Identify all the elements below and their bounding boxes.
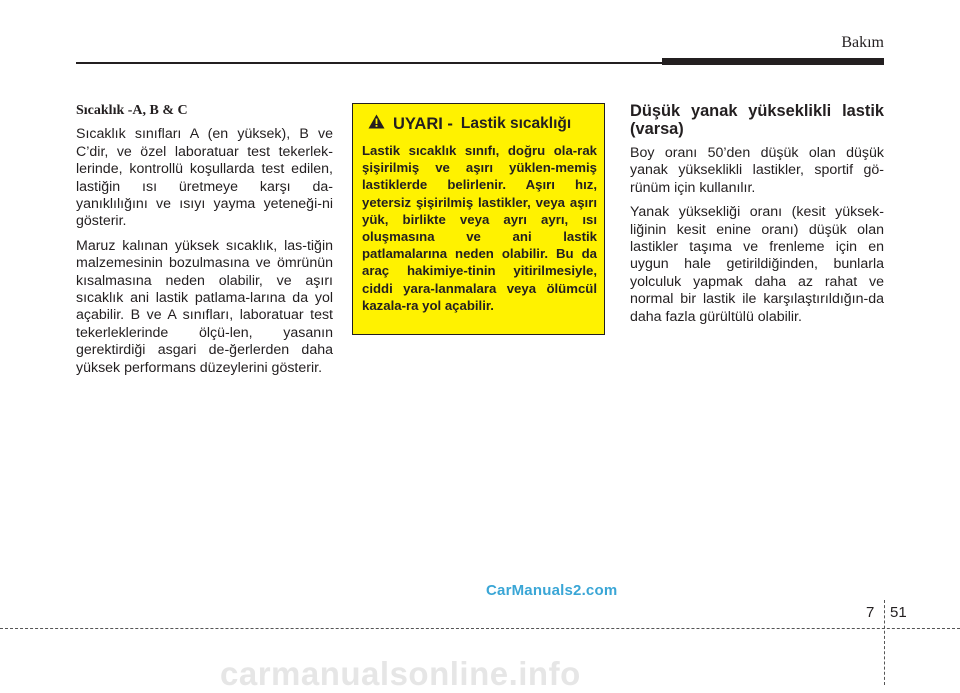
page-number: 51 — [890, 604, 907, 621]
footer-vertical-divider — [884, 600, 885, 685]
warning-triangle-icon — [368, 114, 385, 134]
section-heading-low-profile: Düşük yanak yükseklikli lastik (varsa) — [630, 102, 884, 138]
paragraph: Sıcaklık sınıfları A (en yüksek), B ve C’dir, ve özel laboratuar test tekerlek-lerinde, kontrollü koşullarda test edilen, lastiğin ısı üretmeye karşı da-yanıklılığını ve ısıyı yayma yeteneği-ni gösterir. — [76, 126, 333, 230]
warning-title — [362, 114, 597, 134]
warning-text: Lastik sıcaklık sınıfı, doğru ola-rak şişirilmiş ve aşırı yüklen-memiş lastiklerde belirlenir. Aşırı hız, yetersiz şişirilmiş lastikler, veya aşırı yük, birlikte veya ayrı ayrı, ısı oluşmasına ve ani lastik patlamalarına neden olabilir. Bu da araç hakimiye-tinin yitirilmesiyle, ciddi yara-lanmalara veya ölümcül kazala-ra yol açabilir. — [362, 143, 597, 313]
paragraph: Yanak yüksekliği oranı (kesit yüksek-liğinin kesit enine oranı) düşük olan lastikler taşıma ve frenleme için en uygun hale getirildiğinden, bunlarla yolculuk yapmak daha az rahat ve normal bir lastik ile karşılaştırıldığın-da daha fazla gürültülü olabilir. — [630, 204, 884, 325]
left-column — [76, 102, 333, 384]
paragraph: Maruz kalınan yüksek sıcaklık, las-tiğin malzemesinin bozulmasına ve ömrünün kısalmasına neden olabilir, ve aşırı sıcaklık ani lastik patlama-larına da yol açabilir. B ve A sınıfları, laboratuar test tekerleklerinde ölçü-len, yasanın gerektirdiği asgari de-ğerlerden daha yüksek performans düzeylerini gösterir. — [76, 237, 333, 376]
section-heading-temperature: Sıcaklık -A, B & C — [76, 103, 188, 118]
paragraph: Boy oranı 50’den düşük olan düşük yanak yükseklikli lastikler, sportif gö-rünüm için kullanılır. — [630, 145, 884, 196]
bottom-watermark: carmanualsonline.info — [220, 655, 581, 692]
warning-box — [352, 103, 605, 335]
right-column — [630, 102, 884, 333]
warning-heading: Lastik sıcaklığı — [460, 115, 572, 132]
watermark-link[interactable]: CarManuals2.com — [486, 582, 618, 599]
header-title: Bakım — [841, 34, 884, 51]
warning-label: UYARI - — [393, 114, 453, 133]
footer-divider — [0, 628, 960, 629]
header-rule-thick — [662, 58, 884, 65]
header-rule — [76, 62, 662, 64]
chapter-number: 7 — [866, 604, 875, 621]
